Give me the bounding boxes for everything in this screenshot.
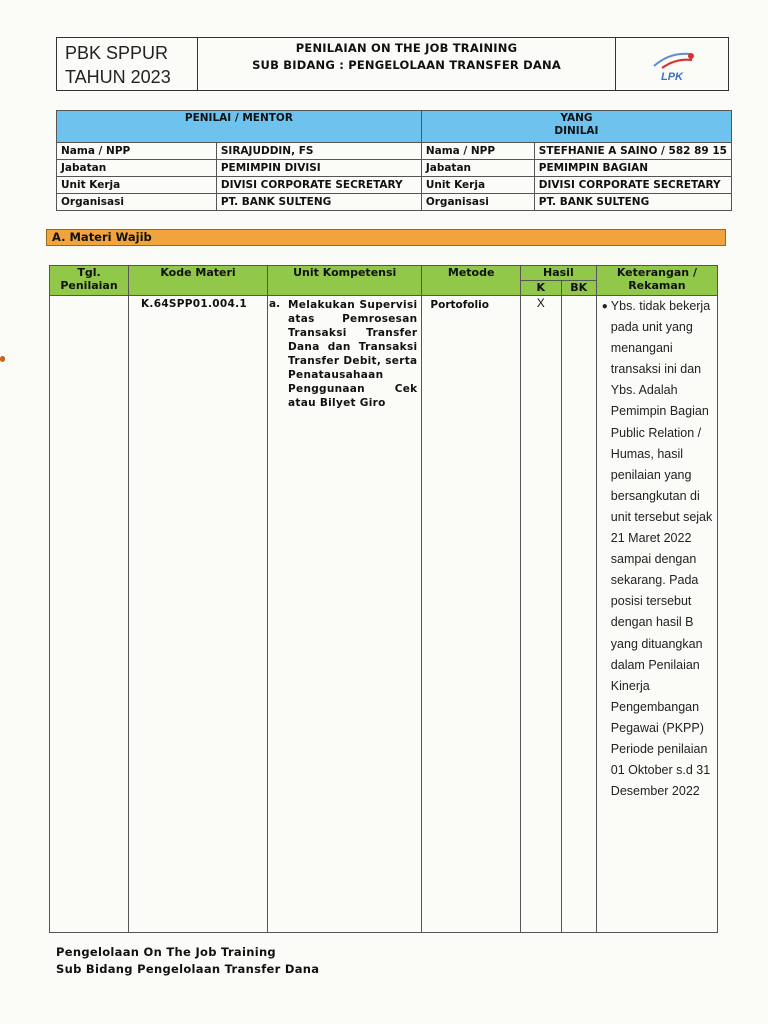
- document-title: PENILAIAN ON THE JOB TRAINING: [295, 41, 518, 55]
- lpk-logo: [616, 38, 728, 90]
- assessed-header: [421, 111, 731, 143]
- cell-k: X: [520, 296, 561, 933]
- assessed-value: STEFHANIE A SAINO / 582 89 15: [534, 143, 731, 160]
- document-title-box: [198, 38, 616, 90]
- col-header-tgl: [50, 266, 129, 296]
- unit-item: [268, 296, 421, 410]
- cell-keterangan: [596, 296, 717, 933]
- field-label: Unit Kerja: [421, 177, 534, 194]
- field-label: Organisasi: [57, 194, 217, 211]
- mentor-header: PENILAI / MENTOR: [57, 111, 422, 143]
- keterangan-item: [597, 296, 717, 802]
- cell-tgl: [50, 296, 129, 933]
- margin-mark: [0, 356, 5, 362]
- field-label: Nama / NPP: [421, 143, 534, 160]
- assessor-row: [57, 143, 732, 160]
- assessor-table: [56, 110, 732, 211]
- assessor-row: [57, 160, 732, 177]
- field-label: Jabatan: [421, 160, 534, 177]
- assessed-value: PT. BANK SULTENG: [534, 194, 731, 211]
- document-footer: [56, 944, 319, 978]
- bullet-icon: ●: [601, 301, 608, 312]
- field-label: Jabatan: [57, 160, 217, 177]
- col-header-tgl-line1: Tgl.: [77, 266, 101, 279]
- assessed-header-line2: DINILAI: [554, 125, 599, 137]
- assessor-row: [57, 194, 732, 211]
- unit-item-text: Melakukan Supervisi atas Pemrosesan Transaksi Transfer Dana dan Transaksi Transfer Debit, serta Penatausahaan Penggunaan Cek atau Bilyet Giro: [288, 299, 418, 409]
- keterangan-text: Ybs. tidak bekerja pada unit yang menangani transaksi ini dan Ybs. Adalah Pemimpin Bagian Public Relation / Humas, hasil penilaian yang bersangkutan di unit tersebut sejak 21 Maret 2022 sampai dengan sekarang. Pada posisi tersebut dengan hasil B yang dituangkan dalam Penilaian Kinerja Pengembangan Pegawai (PKPP) Periode penilaian 01 Oktober s.d 31 Desember 2022: [610, 299, 713, 799]
- program-year: TAHUN 2023: [65, 67, 171, 87]
- section-title: A. Materi Wajib: [46, 229, 726, 246]
- lpk-logo-icon: [642, 44, 702, 84]
- cell-bk: [561, 296, 596, 933]
- footer-line1: Pengelolaan On The Job Training: [56, 945, 276, 959]
- cell-metode: Portofolio: [422, 296, 521, 933]
- cell-kode: K.64SPP01.004.1: [129, 296, 268, 933]
- col-header-tgl-line2: Penilaian: [60, 279, 118, 292]
- col-header-keterangan: [596, 266, 717, 296]
- mentor-value: PEMIMPIN DIVISI: [216, 160, 421, 177]
- program-box: [57, 38, 198, 90]
- col-header-ket-line2: Rekaman: [628, 279, 686, 292]
- program-name: PBK SPPUR: [65, 43, 169, 63]
- col-header-unit: Unit Kompetensi: [268, 266, 422, 296]
- footer-line2: Sub Bidang Pengelolaan Transfer Dana: [56, 962, 320, 976]
- cell-unit: [268, 296, 422, 933]
- field-label: Unit Kerja: [57, 177, 217, 194]
- col-header-k: K: [520, 281, 561, 296]
- col-header-ket-line1: Keterangan /: [616, 266, 697, 279]
- assessed-value: DIVISI CORPORATE SECRETARY: [534, 177, 731, 194]
- document-subtitle: SUB BIDANG : PENGELOLAAN TRANSFER DANA: [252, 58, 561, 72]
- assessed-header-line1: YANG: [560, 112, 593, 124]
- unit-item-number: a.: [269, 298, 281, 310]
- col-header-hasil: Hasil: [520, 266, 596, 281]
- mentor-value: PT. BANK SULTENG: [216, 194, 421, 211]
- logo-text: LPK: [661, 71, 683, 83]
- document-header: [56, 37, 729, 91]
- assessed-value: PEMIMPIN BAGIAN: [534, 160, 731, 177]
- mentor-value: DIVISI CORPORATE SECRETARY: [216, 177, 421, 194]
- col-header-metode: Metode: [422, 266, 521, 296]
- table-row: [50, 296, 718, 933]
- field-label: Nama / NPP: [57, 143, 217, 160]
- col-header-bk: BK: [561, 281, 596, 296]
- assessor-row: [57, 177, 732, 194]
- mentor-value: SIRAJUDDIN, FS: [216, 143, 421, 160]
- training-table: [49, 265, 718, 933]
- field-label: Organisasi: [421, 194, 534, 211]
- col-header-kode: Kode Materi: [129, 266, 268, 296]
